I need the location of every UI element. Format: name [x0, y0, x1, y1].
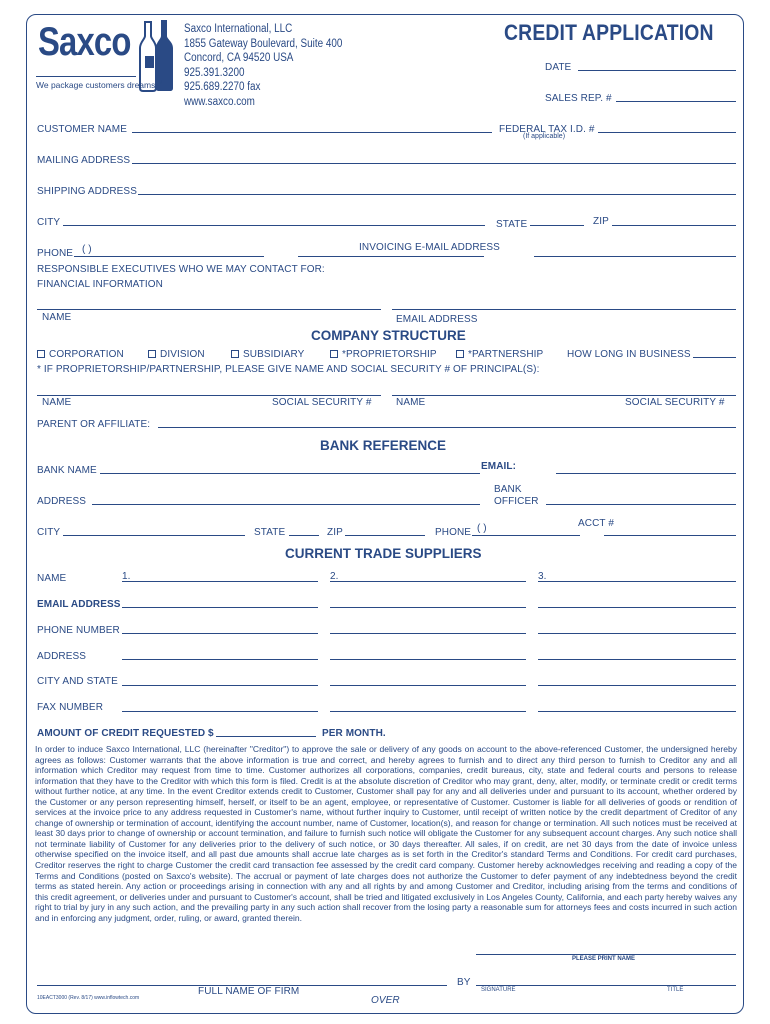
- company-name: Saxco International, LLC: [184, 23, 293, 35]
- company-phone: 925.391.3200: [184, 66, 245, 79]
- bank-officer-label-2: OFFICER: [494, 496, 539, 507]
- bank-officer-field[interactable]: [546, 504, 736, 505]
- bank-email-field[interactable]: [556, 473, 736, 474]
- bank-zip-field[interactable]: [345, 535, 425, 536]
- trade-suppliers-heading: CURRENT TRADE SUPPLIERS: [285, 546, 482, 561]
- checkbox-icon: [456, 350, 464, 358]
- company-city: Concord, CA 94520 USA: [184, 52, 294, 64]
- supplier-2-city-field[interactable]: [330, 685, 526, 686]
- exec-email-label: EMAIL ADDRESS: [396, 314, 478, 325]
- supplier-3-email-field[interactable]: [538, 607, 736, 608]
- acct-label: ACCT #: [578, 518, 614, 529]
- sales-rep-field[interactable]: [616, 101, 736, 102]
- logo-underline: [36, 76, 136, 77]
- parent-affiliate-label: PARENT OR AFFILIATE:: [37, 419, 151, 430]
- company-web: www.saxco.com: [184, 95, 255, 108]
- invoicing-email-field-a[interactable]: [298, 256, 484, 257]
- city-field[interactable]: [63, 225, 485, 226]
- bank-zip-label: ZIP: [327, 527, 343, 538]
- bank-city-label: CITY: [37, 527, 61, 538]
- principal-2-ssn-label: SOCIAL SECURITY #: [625, 397, 725, 408]
- company-street: 1855 Gateway Boulevard, Suite 400: [184, 37, 343, 50]
- shipping-address-field[interactable]: [138, 194, 736, 195]
- bank-name-label: BANK NAME: [37, 465, 97, 476]
- how-long-label: HOW LONG IN BUSINESS: [567, 349, 691, 360]
- customer-name-label: CUSTOMER NAME: [37, 124, 128, 135]
- customer-name-field[interactable]: [132, 132, 492, 133]
- principal-2-field[interactable]: [392, 395, 736, 396]
- supplier-1-email-field[interactable]: [122, 607, 318, 608]
- form-code: 10EACT3000 (Rev. 8/17) www.inflowtech.com: [37, 995, 140, 1001]
- signature-label: SIGNATURE: [481, 987, 516, 993]
- bank-reference-heading: BANK REFERENCE: [320, 438, 447, 453]
- phone-label: PHONE: [37, 248, 74, 259]
- please-print-label: PLEASE PRINT NAME: [572, 956, 636, 962]
- supplier-row-phone: PHONE NUMBER: [37, 625, 120, 636]
- per-month-label: PER MONTH.: [322, 728, 386, 739]
- federal-tax-label: FEDERAL TAX I.D. #: [499, 124, 595, 135]
- sales-rep-label: SALES REP. #: [545, 93, 612, 104]
- bank-email-label: EMAIL:: [481, 461, 517, 472]
- responsible-label: RESPONSIBLE EXECUTIVES WHO WE MAY CONTACT FOR:: [37, 264, 325, 275]
- supplier-number-3: 3.: [538, 571, 547, 582]
- date-field[interactable]: [578, 70, 736, 71]
- option-subsidiary[interactable]: SUBSIDIARY: [231, 349, 304, 360]
- supplier-3-name-field[interactable]: [538, 581, 736, 582]
- principals-note: * IF PROPRIETORSHIP/PARTNERSHIP, PLEASE GIVE NAME AND SOCIAL SECURITY # OF PRINCIPAL(S):: [37, 364, 540, 375]
- supplier-3-fax-field[interactable]: [538, 711, 736, 712]
- saxco-logo-text: Saxco: [38, 20, 131, 64]
- full-name-of-firm-label: FULL NAME OF FIRM: [198, 986, 300, 997]
- title-label: TITLE: [667, 987, 684, 993]
- supplier-row-email: EMAIL ADDRESS: [37, 599, 121, 610]
- bank-phone-field[interactable]: [472, 535, 580, 536]
- phone-field[interactable]: [74, 256, 264, 257]
- bank-address-label: ADDRESS: [37, 496, 87, 507]
- mailing-address-label: MAILING ADDRESS: [37, 155, 131, 166]
- company-fax: 925.689.2270 fax: [184, 81, 261, 93]
- supplier-1-phone-field[interactable]: [122, 633, 318, 634]
- principal-1-ssn-label: SOCIAL SECURITY #: [272, 397, 372, 408]
- bank-address-field[interactable]: [92, 504, 480, 505]
- principal-1-field[interactable]: [37, 395, 381, 396]
- terms-paragraph: In order to induce Saxco International, LLC (hereinafter "Creditor") to approve the sale or delivery of any goods on account to the above-referenced Customer, the undersigned hereby agrees as follows: Customer warrants that the above information is true and correct, and hereby agrees to furnish and to direct any third person to furnish to Creditor any and all information which Creditor may request from time to time. Customer authorizes all corporations, companies, credit bureaus, city, state and federal courts and persons to release information that they have to the Creditor with which this form is filed. Credit is at the absolute discretion of Creditor who may grant, deny, alter, modify, or terminate credit or credit terms without further notice, at any time. In the event Creditor extends credit to Customer, Customer shall pay for any and all deliveries under and pursuant to its account, whether ordered by the Customer or any person representing himself, herself, or itself to be an agent, employee, or representative of Customer. Customer is liable for all deliveries of goods or rendition of services at the invoice price to any address requested in Customer's name, without further inquiry to Customer, until receipt of written notice by the credit department of Creditor of any change of ownership or termination of account, identifying the account number, name of Customer, location(s), and reason for change or termination. All such notices must be received at least 30 days prior to change of ownership or account termination, and failure to furnish such notice will obligate the Customer for any subsequent account charges. Any such notice shall not terminate liability of Customer for any deliveries prior to the delivery of such notice, or 30 days thereafter. All sales, if on credit, are net 30 days from the date of invoice unless otherwise specified on the invoice itself, and all past due amounts shall accrue late charges as is set forth in the Creditor's standard Terms and Conditions. For credit card purchases, Creditor reserves the right to charge Customer the credit card transaction fee assessed by the credit card company. Customer hereby acknowledges receiving and reading a copy of the Terms and Conditions (posted on Saxco's website). The accrual or payment of late charges does not authorize the Customer to defer payment of any indebtedness beyond the credit terms as stated herein. Any action or proceedings arising in connection with any and all rights by and among Customer and Creditor, including arising from the terms and conditions of this credit agreement, or deliveries under and pursuant to Customer's account, shall be tried and litigated exclusively in Los Angeles County, California, and each party hereby waives any right to trial by jury in any such action, and the prevailing party in any such action shall recover from the losing party a reasonable sum for attorneys fees and costs incurred in such action and in enforcing any judgment, order, ruling, or award, granted therein.: [35, 744, 737, 923]
- supplier-row-city-state: CITY AND STATE: [37, 676, 118, 687]
- supplier-2-name-field[interactable]: [330, 581, 526, 582]
- if-applicable-note: (If applicable): [523, 133, 566, 140]
- invoicing-email-field-b[interactable]: [534, 256, 736, 257]
- exec-email-field[interactable]: [392, 309, 736, 310]
- supplier-3-address-field[interactable]: [538, 659, 736, 660]
- checkbox-icon: [37, 350, 45, 358]
- bank-phone-parens: ( ): [477, 523, 487, 534]
- principal-1-name-label: NAME: [42, 397, 72, 408]
- supplier-1-city-field[interactable]: [122, 685, 318, 686]
- supplier-2-email-field[interactable]: [330, 607, 526, 608]
- financial-info-label: FINANCIAL INFORMATION: [37, 279, 163, 290]
- exec-name-label: NAME: [42, 312, 72, 323]
- by-label: BY: [457, 977, 471, 988]
- principal-2-name-label: NAME: [396, 397, 426, 408]
- supplier-1-name-field[interactable]: [122, 581, 318, 582]
- supplier-3-phone-field[interactable]: [538, 633, 736, 634]
- tagline: We package customers dreams™: [36, 80, 163, 90]
- bank-state-field[interactable]: [289, 535, 319, 536]
- exec-name-field[interactable]: [37, 309, 381, 310]
- bank-city-field[interactable]: [63, 535, 245, 536]
- how-long-field[interactable]: [693, 357, 736, 358]
- option-proprietorship[interactable]: *PROPRIETORSHIP: [330, 349, 437, 360]
- supplier-row-fax: FAX NUMBER: [37, 702, 104, 713]
- company-structure-heading: COMPANY STRUCTURE: [311, 328, 466, 343]
- supplier-number-1: 1.: [122, 571, 131, 582]
- supplier-2-address-field[interactable]: [330, 659, 526, 660]
- bank-state-label: STATE: [254, 527, 286, 538]
- option-division[interactable]: DIVISION: [148, 349, 205, 360]
- supplier-3-city-field[interactable]: [538, 685, 736, 686]
- supplier-2-phone-field[interactable]: [330, 633, 526, 634]
- option-partnership[interactable]: *PARTNERSHIP: [456, 349, 543, 360]
- supplier-1-fax-field[interactable]: [122, 711, 318, 712]
- supplier-2-fax-field[interactable]: [330, 711, 526, 712]
- checkbox-icon: [330, 350, 338, 358]
- signature-field[interactable]: [476, 985, 736, 986]
- shipping-address-label: SHIPPING ADDRESS: [37, 186, 137, 197]
- supplier-number-2: 2.: [330, 571, 339, 582]
- state-field[interactable]: [530, 225, 584, 226]
- parent-affiliate-field[interactable]: [158, 427, 736, 428]
- credit-amount-label: AMOUNT OF CREDIT REQUESTED $: [37, 728, 214, 739]
- bank-name-field[interactable]: [100, 473, 480, 474]
- checkbox-icon: [231, 350, 239, 358]
- bank-officer-label-1: BANK: [494, 484, 522, 495]
- supplier-row-name: NAME: [37, 573, 67, 584]
- federal-tax-field[interactable]: [598, 132, 736, 133]
- over-label: OVER: [371, 995, 400, 1006]
- company-address-block: [184, 22, 342, 109]
- form-title: CREDIT APPLICATION: [504, 20, 714, 45]
- mailing-address-field[interactable]: [132, 163, 736, 164]
- city-label: CITY: [37, 217, 61, 228]
- option-corporation[interactable]: CORPORATION: [37, 349, 124, 360]
- state-label: STATE: [496, 219, 528, 230]
- zip-label: ZIP: [593, 216, 609, 227]
- date-label: DATE: [545, 62, 572, 73]
- zip-field[interactable]: [612, 225, 736, 226]
- bank-phone-label: PHONE: [435, 527, 472, 538]
- phone-parens: ( ): [82, 244, 92, 255]
- supplier-1-address-field[interactable]: [122, 659, 318, 660]
- print-name-field[interactable]: [476, 954, 736, 955]
- supplier-row-address: ADDRESS: [37, 651, 87, 662]
- invoicing-email-label: INVOICING E-MAIL ADDRESS: [359, 242, 500, 253]
- checkbox-icon: [148, 350, 156, 358]
- acct-field[interactable]: [604, 535, 736, 536]
- credit-amount-field[interactable]: [216, 736, 316, 737]
